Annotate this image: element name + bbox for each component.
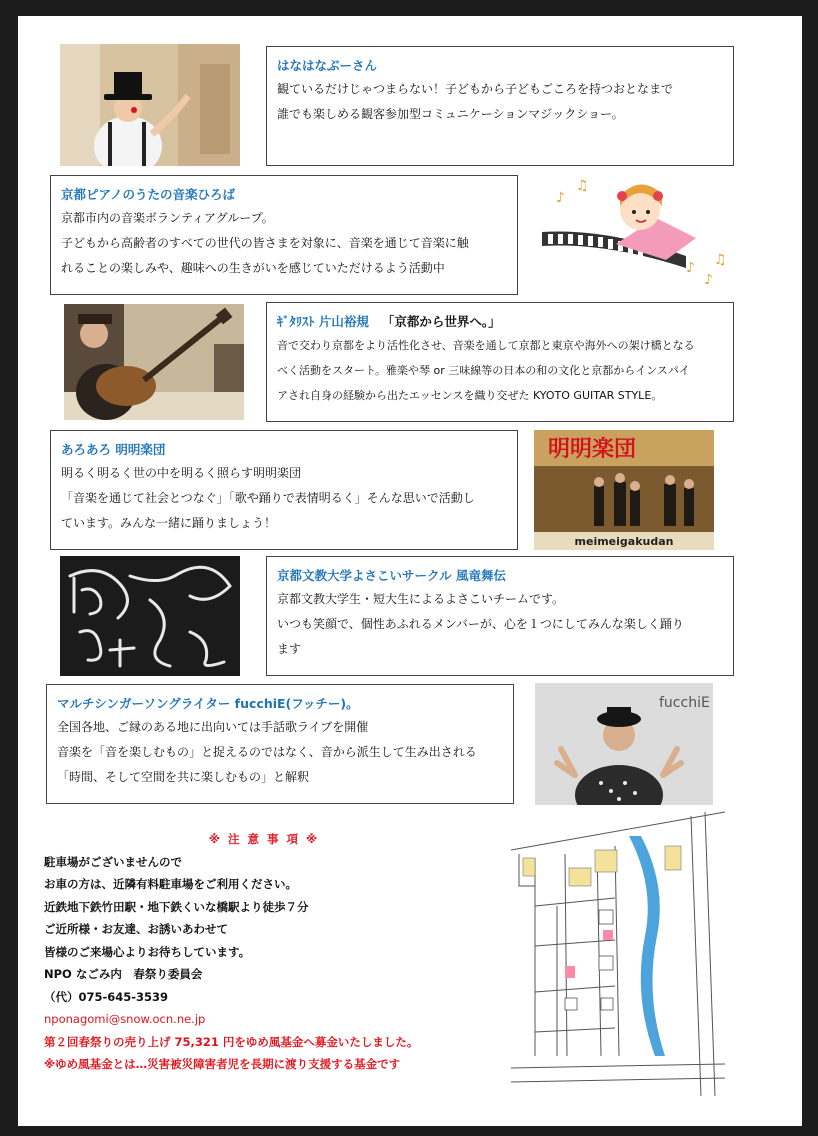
performer-title: 京都文教大学よさこいサークル 風竜舞伝	[277, 568, 506, 583]
phone-number: （代）075-645-3539	[44, 989, 169, 1004]
performer-box-2	[50, 175, 518, 295]
performer-title: 京都ピアノのうたの音楽ひろば	[61, 187, 236, 202]
performer-line: 子どもから高齢者のすべての世代の皆さまを対象に、音楽を通じて音楽に触	[61, 236, 469, 250]
band-caption: meimeigakudan	[574, 535, 674, 548]
performer-line: 京都文教大学生・短大生によるよさこいチームです。	[277, 592, 565, 606]
piano-girl-illustration	[536, 172, 734, 298]
performer-line: ています。みんな一緒に踊りましょう！	[61, 516, 277, 530]
performer-line: アされ自身の経験から出たエッセンスを織り交ぜた KYOTO GUITAR STYLE。	[277, 389, 663, 402]
performer-line: 音楽を「音を楽しむもの」と捉えるのではなく、音から派生して生み出される	[57, 745, 477, 759]
performer-line: 「時間、そして空間を共に楽しむもの」と解釈	[57, 770, 310, 784]
performer-line: 音で交わり京都をより活性化させ、音楽を通して京都と東京や海外への架け橋となる	[277, 339, 695, 352]
svg-text:♫: ♫	[714, 252, 727, 268]
performer-title	[277, 311, 723, 333]
svg-text:♫: ♫	[576, 178, 589, 194]
performer-subtitle: 「京都から世界へ。」	[381, 314, 501, 329]
performer-line: 明るく明るく世の中を明るく照らす明明楽団	[61, 466, 302, 480]
svg-text:♪: ♪	[556, 190, 565, 206]
notice-line: 皆様のご来場心よりお待ちしています。	[44, 944, 251, 959]
performer-box-4	[50, 430, 518, 550]
performer-line: いつも笑顔で、個性あふれるメンバーが、心を１つにしてみんな楽しく踊り	[277, 617, 684, 631]
meimei-band-photo	[534, 430, 714, 550]
performer-line: 観ているだけじゃつまらない！子どもから子どもごころを持つおとなまで	[277, 82, 674, 96]
performer-box-3	[266, 302, 734, 422]
donation-note: 第２回春祭りの売り上げ 75,321 円をゆめ風基金へ募金いたしました。	[44, 1034, 419, 1049]
performer-title: マルチシンガーソングライター fucchiE(フッチー)。	[57, 696, 359, 711]
notice-line: 駐車場がございませんので	[44, 854, 182, 869]
performer-line: 「音楽を通じて社会とつなぐ」「歌や踊りで表情明るく」そんな思いで活動し	[61, 491, 475, 505]
performer-line: 全国各地、ご縁のある地に出向いては手話歌ライブを開催	[57, 720, 369, 734]
magician-photo	[60, 44, 240, 166]
svg-text:♪: ♪	[704, 272, 713, 288]
performer-box-1	[266, 46, 734, 166]
performer-line: ます	[277, 642, 302, 656]
performer-title: はなはなぶーさん	[277, 58, 378, 73]
notice-heading: ※ 注 意 事 項 ※	[208, 832, 320, 846]
fucchie-photo	[535, 683, 713, 805]
guitarist-photo	[64, 304, 244, 420]
performer-title-name: ｷﾞﾀﾘｽﾄ 片山裕規	[277, 314, 369, 329]
performer-line: べく活動をスタート。雅楽や琴 or 三味線等の日本の和の文化と京都からインスパイ	[277, 364, 690, 377]
notice-line: ご近所様・お友達、お誘いあわせて	[44, 922, 228, 936]
performer-line: れることの楽しみや、趣味への生きがいを感じていただけるよう活動中	[61, 261, 445, 275]
email-address[interactable]: nponagomi@snow.ocn.ne.jp	[44, 1012, 206, 1026]
performer-line: 京都市内の音楽ボランティアグループ。	[61, 211, 274, 225]
fucchie-caption: fucchiE	[659, 695, 710, 711]
svg-text:♪: ♪	[686, 260, 695, 276]
furyu-butten-logo	[60, 556, 240, 676]
notice-line: 近鉄地下鉄竹田駅・地下鉄くいな橋駅より徒歩７分	[44, 899, 309, 914]
performer-box-5	[266, 556, 734, 676]
performer-box-6	[46, 684, 514, 804]
notice-line: NPO なごみ内 春祭り委員会	[44, 967, 203, 981]
fund-note: ※ゆめ風基金とは…災害被災障害者児を長期に渡り支援する基金です	[44, 1057, 401, 1071]
notice-section	[44, 828, 484, 1076]
band-banner-text: 明明楽団	[548, 437, 637, 462]
performer-title: あろあろ 明明楽団	[61, 442, 166, 457]
notice-line: お車の方は、近隣有料駐車場をご利用ください。	[44, 877, 297, 891]
performer-line: 誰でも楽しめる観客参加型コミュニケーションマジックショー。	[277, 107, 624, 121]
hand-drawn-access-map	[505, 806, 731, 1110]
